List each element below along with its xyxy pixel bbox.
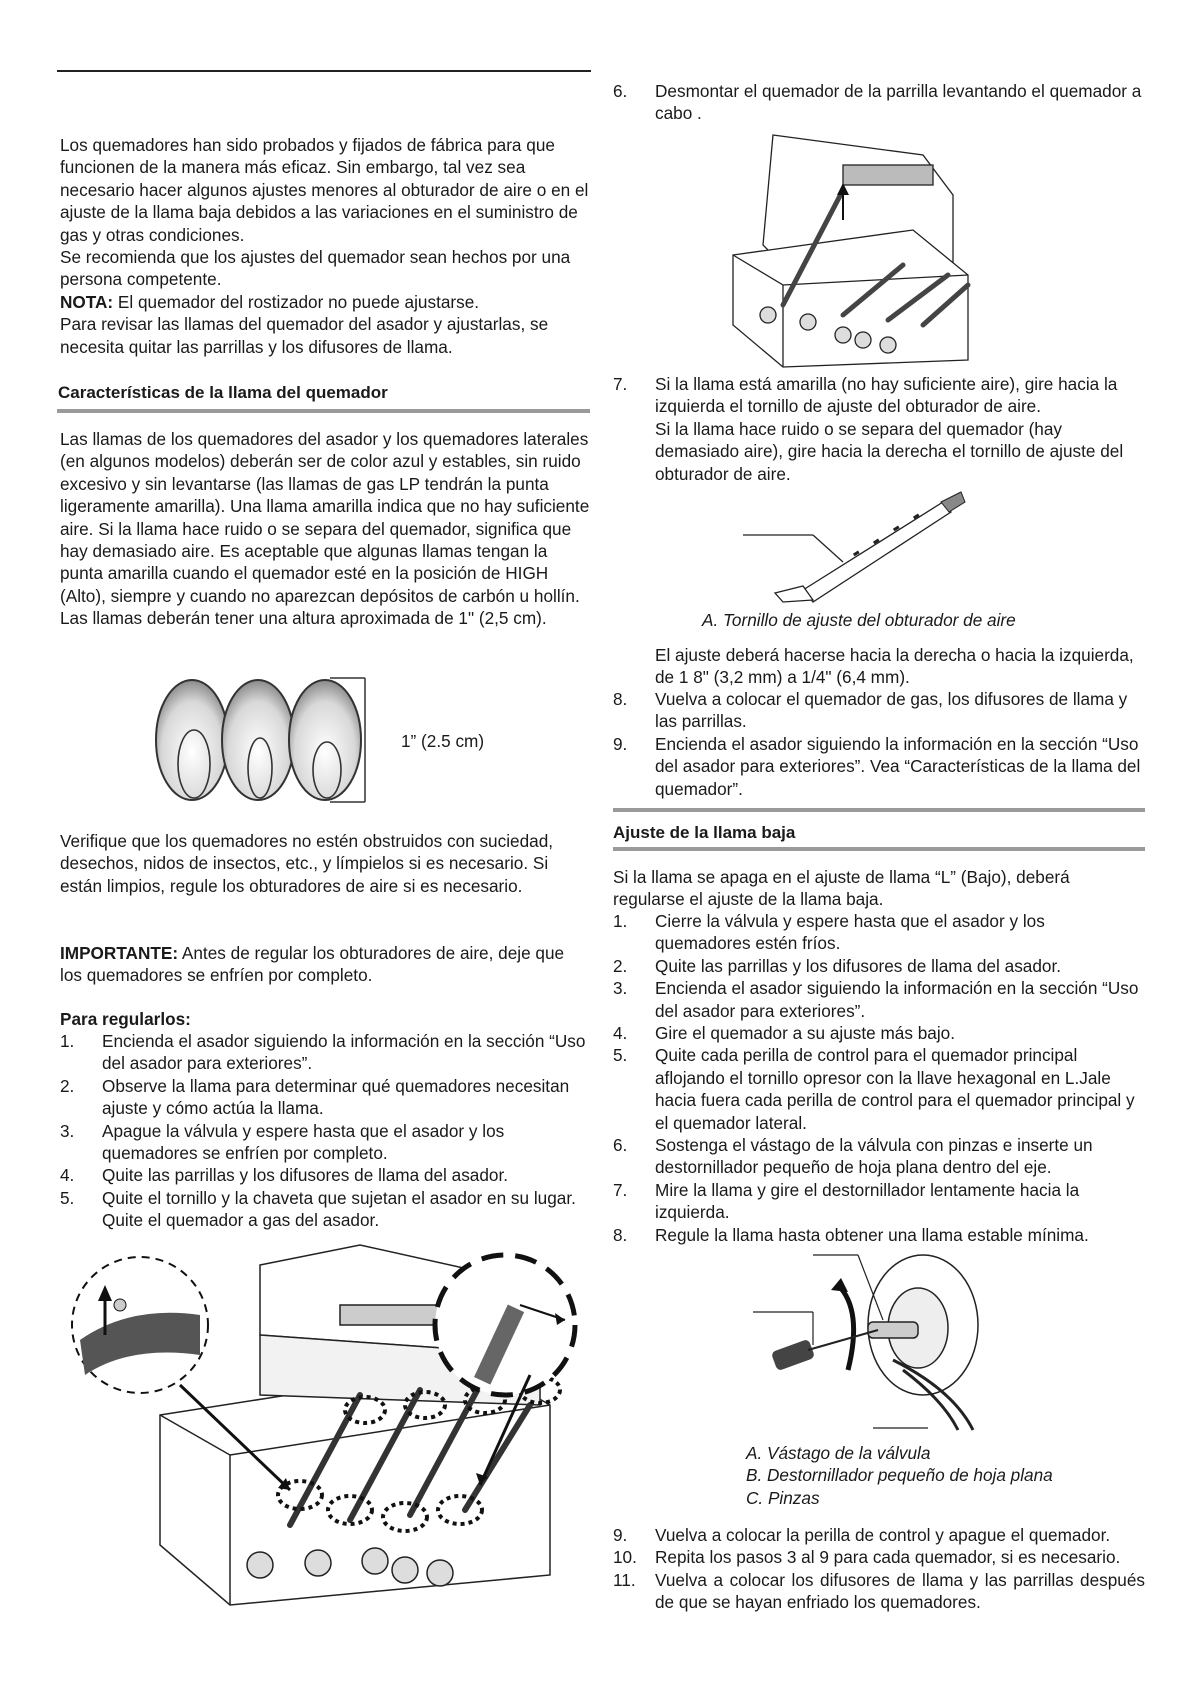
step-number: 3. (613, 978, 628, 999)
step-number: 11. (613, 1569, 636, 1590)
list-item (60, 1164, 590, 1186)
final-steps-list (613, 1524, 1145, 1614)
section-divider (613, 847, 1145, 851)
list-item (613, 1546, 1145, 1568)
low-flame-intro: Si la llama se apaga en el ajuste de llama “L” (Bajo), deberá regularse el ajuste de la llama baja. (613, 867, 1070, 910)
step-number: 6. (613, 81, 628, 101)
step-text: Vuelva a colocar los difusores de llama y las parrillas después de que se hayan enfriado los quemadores. (655, 1569, 1145, 1613)
intro-paragraph-2: Se recomienda que los ajustes del quemador sean hechos por una persona competente. (60, 247, 571, 290)
valve-caption-b: B. Destornillador pequeño de hoja plana (746, 1465, 1053, 1486)
steps-list-c (613, 688, 1145, 800)
list-item (613, 1569, 1145, 1614)
intro-paragraph-3: Para revisar las llamas del quemador del asador y ajustarlas, se necesita quitar las parrillas y los difusores de llama. (60, 314, 549, 357)
list-item (613, 1044, 1145, 1134)
important-paragraph (60, 942, 590, 987)
grill-burner-lift-illustration (723, 135, 973, 370)
list-item (60, 1030, 590, 1075)
step-number: 1. (60, 1031, 75, 1051)
step-text: Sostenga el vástago de la válvula con pinzas e inserte un destornillador pequeño de hoja plana dentro del eje. (655, 1135, 1093, 1178)
valve-adjust-illustration (753, 1250, 1013, 1435)
step-text: Encienda el asador siguiendo la información en la sección “Uso del asador para exteriores”. (102, 1031, 586, 1074)
flame-characteristics-heading: Características de la llama del quemador (58, 383, 388, 402)
list-item (613, 688, 1145, 733)
step-number: 6. (613, 1135, 628, 1156)
list-item (613, 910, 1145, 955)
steps-list-b (613, 373, 1145, 418)
step-number: 3. (60, 1120, 75, 1141)
list-item (613, 1524, 1145, 1546)
list-item (613, 373, 1145, 418)
note-text: El quemador del rostizador no puede ajustarse. (113, 291, 480, 312)
step-text: Cierre la válvula y espere hasta que el asador y los quemadores estén fríos. (655, 911, 1045, 954)
flame-characteristics-text: Las llamas de los quemadores del asador y los quemadores laterales (en algunos modelos) deberán ser de color azul y estables, sin ruido excesivo y sin levantarse (las llamas de gas LP tendrán la punta ligeramente amarilla). Una llama amarilla indica que no hay suficiente aire. Si la llama hace ruido o se separa del quemador, significa que hay demasiado aire. Es aceptable que algunas llamas tengan la punta amarilla cuando el quemador esté en la posición de HIGH (Alto), siempre y cuando no aparezcan depósitos de carbón u hollín. Las llamas deberán tener una altura aproximada de 1" (2,5 cm). (60, 429, 590, 629)
section-divider (57, 409, 590, 413)
step-number: 10. (613, 1547, 637, 1568)
adjust-steps-list (60, 1030, 590, 1232)
step-number: 7. (613, 1179, 628, 1200)
important-label: IMPORTANTE: (60, 943, 179, 963)
step-text: Vuelva a colocar la perilla de control y apague el quemador. (655, 1525, 1111, 1545)
step-number: 2. (60, 1075, 75, 1096)
step-text: Observe la llama para determinar qué quemadores necesitan ajuste y cómo actúa la llama. (102, 1075, 570, 1119)
low-flame-steps-list (613, 910, 1145, 1246)
step-text: Vuelva a colocar el quemador de gas, los difusores de llama y las parrillas. (655, 689, 1128, 732)
valve-caption-c: C. Pinzas (746, 1487, 820, 1508)
step-number: 8. (613, 689, 628, 709)
valve-captions (746, 1442, 1145, 1509)
step7-additional-text: Si la llama hace ruido o se separa del quemador (hay demasiado aire), gire hacia la derecha el tornillo de ajuste del obturador de aire. (655, 419, 1124, 484)
note-paragraph (60, 291, 590, 313)
step-text: Quite cada perilla de control para el quemador principal aflojando el tornillo opresor con la llave hexagonal en L.Jale hacia fuera cada perilla de control para el quemador principal y el quemador lateral. (655, 1045, 1135, 1133)
adjust-range-text: El ajuste deberá hacerse hacia la derecha o hacia la izquierda, de 1 8" (3,2 mm) a 1/4" (6,4 mm). (655, 645, 1134, 688)
note-label: NOTA: (60, 291, 114, 312)
step-number: 5. (613, 1045, 628, 1066)
intro-block (60, 134, 590, 358)
step-number: 4. (613, 1023, 628, 1044)
step-number: 4. (60, 1165, 75, 1186)
list-item (60, 1075, 590, 1120)
list-item (613, 955, 1145, 977)
step-text: Encienda el asador siguiendo la información en la sección “Uso del asador para exteriores”. (655, 978, 1139, 1021)
step-number: 2. (613, 955, 628, 976)
step-text: Mire la llama y gire el destornillador lentamente hacia la izquierda. (655, 1179, 1080, 1223)
step-text: Desmontar el quemador de la parrilla levantando el quemador a cabo . (655, 81, 1142, 124)
step-text: Quite el tornillo y la chaveta que sujetan el asador en su lugar. Quite el quemador a gas del asador. (102, 1187, 576, 1231)
steps-list-a (613, 80, 1145, 125)
adjust-steps-heading: Para regularlos: (60, 1009, 191, 1029)
step-text: Si la llama está amarilla (no hay suficiente aire), gire hacia la izquierda el tornillo de ajuste del obturador de aire. (655, 374, 1118, 417)
list-item (613, 1179, 1145, 1224)
intro-paragraph-1: Los quemadores han sido probados y fijados de fábrica para que funcionen de la manera más eficaz. Sin embargo, tal vez sea necesario hacer algunos ajustes menores al obturador de aire o en el ajuste de la llama baja debidos a las variaciones en el suministro de gas y otras condiciones. (60, 135, 589, 245)
verify-paragraph: Verifique que los quemadores no estén obstruidos con suciedad, desechos, nidos de insectos, etc., y límpielos si es necesario. Si están limpios, regule los obturadores de aire si es necesario. (60, 831, 554, 896)
step-text: Quite las parrillas y los difusores de llama del asador. (102, 1165, 509, 1186)
list-item (613, 1134, 1145, 1179)
step-number: 7. (613, 374, 628, 394)
step-text: Repita los pasos 3 al 9 para cada quemador, si es necesario. (655, 1547, 1121, 1568)
burner-tube-illustration (743, 490, 973, 605)
shutter-caption: A. Tornillo de ajuste del obturador de aire (702, 610, 1016, 630)
list-item (613, 1224, 1145, 1246)
step-text: Gire el quemador a su ajuste más bajo. (655, 1023, 955, 1044)
step-number: 1. (613, 911, 628, 931)
section-divider (613, 808, 1145, 812)
step-text: Quite las parrillas y los difusores de llama del asador. (655, 955, 1062, 976)
step-number: 9. (613, 733, 628, 754)
list-item (613, 733, 1145, 800)
grill-burner-removal-illustration (60, 1245, 580, 1605)
top-rule (57, 70, 591, 72)
step-number: 5. (60, 1187, 75, 1208)
step-text: Regule la llama hasta obtener una llama estable mínima. (655, 1224, 1089, 1245)
list-item (60, 1187, 590, 1232)
list-item (613, 977, 1145, 1022)
list-item (613, 80, 1145, 125)
list-item (613, 1022, 1145, 1044)
low-flame-heading: Ajuste de la llama baja (613, 823, 796, 842)
step-text: Apague la válvula y espere hasta que el asador y los quemadores se enfríen por completo. (102, 1120, 505, 1164)
list-item (60, 1120, 590, 1165)
important-text: Antes de regular los obturadores de aire, deje que los quemadores se enfríen por completo. (60, 943, 565, 986)
valve-caption-a: A. Vástago de la válvula (746, 1443, 931, 1463)
step-number: 8. (613, 1224, 628, 1245)
step-text: Encienda el asador siguiendo la información en la sección “Uso del asador para exteriores”. Vea “Características de la llama del quemador”. (655, 733, 1141, 799)
flame-height-label: 1” (2.5 cm) (401, 731, 485, 751)
step-number: 9. (613, 1525, 628, 1545)
